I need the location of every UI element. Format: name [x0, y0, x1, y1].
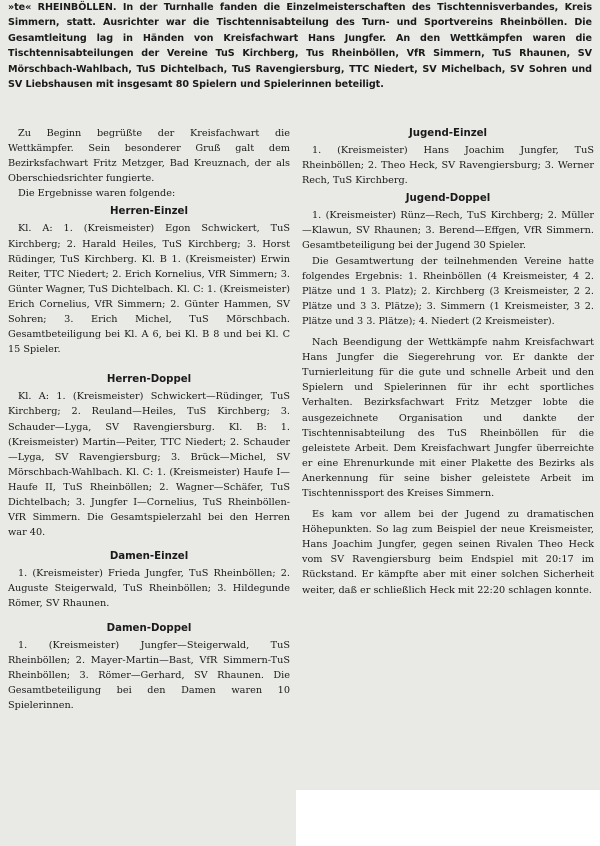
herren-doppel-results: Kl. A: 1. (Kreismeister) Schwickert—Rüdinger, TuS Kirchberg; 2. Reuland—Heiles, TuS Kirchberg; 3. Schauder—Lyga, SV Ravengiersburg. Kl. B: 1. (Kreismeister) Martin—Peiter, TTC Niedert; 2. Schauder—Lyga, SV Ravengiersburg; 3. Brück—Michel, SV Mörschbach-Wahlbach. Kl. C: 1. (Kreismeister) Haufe I—Haufe II, TuS Rheinböllen; 2. Wagner—Schäfer, TuS Dichtelbach; 3. Jungfer I—Cornelius, TuS Rheinböllen-VfR Simmern. Die Gesamtspielerzahl bei den Herren war 40. [8, 391, 290, 539]
heading-herren-einzel: Herren-Einzel [110, 206, 188, 218]
page-margin [296, 790, 600, 846]
damen-einzel-results: 1. (Kreismeister) Frieda Jungfer, TuS Rheinböllen; 2. Auguste Steigerwald, TuS Rheinböllen; 3. Hildegunde Römer, SV Rhaunen. [8, 568, 290, 610]
heading-herren-doppel: Herren-Doppel [106, 374, 192, 386]
intro-paragraph: »te« RHEINBÖLLEN. In der Turnhalle fanden die Einzelmeisterschaften des Tischtennisverbandes, Kreis Simmern, statt. Ausrichter war die Tischtennisabteilung des Turn- und Sportvereins Rheinböllen. Die Gesamtleitung lag in Händen von Kreisfachwart Hans Jungfer. An den Wettkämpfen waren die Tischtennisabteilungen der Vereine TuS Kirchberg, Tus Rheinböllen, VfR Simmern, TuS Rhaunen, SV Mörschbach-Wahlbach, TuS Dichtelbach, TuS Ravengiersburg, TTC Niedert, SV Michelbach, SV Sohren und SV Liebshausen mit insgesamt 80 Spielern und Spielerinnen beteiligt. [8, 2, 592, 91]
siegerehrung-paragraph: Nach Beendigung der Wettkämpfe nahm Kreisfachwart Hans Jungfer die Siegerehrung vor. Er dankte der Turnierleitung für die gute und schnelle Arbeit und den Spielern und Spielerinnen für ihr echt sportliches Verhalten. Bezirksfachwart Fritz Metzger lobte die ausgezeichnete Organisation und dankte der Tischtennisabteilung des TuS Rheinböllen für die geleistete Arbeit. Dem Kreisfachwart Jungfer überreichte er eine Ehrenurkunde mit einer Plakette des Bezirks als Anerkennung für seine bisher geleistete Arbeit im Tischtennissport des Kreises Simmern. [302, 337, 594, 499]
heading-jugend-einzel: Jugend-Einzel [408, 128, 488, 139]
herren-einzel-results: Kl. A: 1. (Kreismeister) Egon Schwickert, TuS Kirchberg; 2. Harald Heiles, TuS Kirchberg; 3. Horst Rüdinger, TuS Kirchberg. Kl. B 1. (Kreismeister) Erwin Reiter, TTC Niedert; 2. Erich Kornelius, VfR Simmern; 3. Günter Wagner, TuS Dichtelbach. Kl. C: 1. (Kreismeister) Erich Cornelius, VfR Simmern; 2. Günter Hammen, SV Sohren; 3. Erich Michel, TuS Mörschbach. Gesamtbeteiligung bei Kl. A 6, bei Kl. B 8 und bei Kl. C 15 Spieler. [8, 223, 290, 356]
right-column [302, 126, 594, 786]
greeting-paragraph: Zu Beginn begrüßte der Kreisfachwart die Wettkämpfer. Sein besonderer Gruß galt dem Bezirksfachwart Fritz Metzger, Bad Kreuznach, der als Oberschiedsrichter fungierte. [8, 128, 290, 185]
left-column [8, 126, 290, 841]
jugend-doppel-results: 1. (Kreismeister) Rünz—Rech, TuS Kirchberg; 2. Müller—Klawun, SV Rhaunen; 3. Berend—Effgen, VfR Simmern. Gesamtbeteiligung bei der Jugend 30 Spieler. [302, 210, 594, 252]
jugend-einzel-results: 1. (Kreismeister) Hans Joachim Jungfer, TuS Rheinböllen; 2. Theo Heck, SV Ravengiersburg; 3. Werner Rech, TuS Kirchberg. [302, 145, 594, 187]
results-intro: Die Ergebnisse waren folgende: [18, 188, 176, 200]
heading-damen-doppel: Damen-Doppel [106, 622, 192, 634]
gesamtwertung-paragraph: Die Gesamtwertung der teilnehmenden Vereine hatte folgendes Ergebnis: 1. Rheinböllen (4 Kreismeister, 4 2. Plätze und 1 3. Platz); 2. Kirchberg (3 Kreismeister, 2 2. Plätze und 3 3. Plätze); 3. Simmern (1 Kreismeister, 3 2. Plätze und 3 3. Plätze); 4. Niedert (2 Kreismeister). [302, 255, 594, 327]
heading-jugend-doppel: Jugend-Doppel [405, 193, 491, 205]
jugend-highlights-paragraph: Es kam vor allem bei der Jugend zu dramatischen Höhepunkten. So lag zum Beispiel der neue Kreismeister, Hans Joachim Jungfer, gegen seinen Rivalen Theo Heck vom SV Ravengiersburg beim Endspiel mit 20:17 im Rückstand. Er kämpfte aber mit einer solchen Sicherheit weiter, daß er schließlich Heck mit 22:20 schlagen konnte. [302, 509, 594, 596]
damen-doppel-results: 1. (Kreismeister) Jungfer—Steigerwald, TuS Rheinböllen; 2. Mayer-Martin—Bast, VfR Simmern-TuS Rheinböllen; 3. Römer—Gerhard, SV Rhaunen. Die Gesamtbeteiligung bei den Damen waren 10 Spielerinnen. [8, 639, 290, 711]
heading-damen-einzel: Damen-Einzel [109, 551, 189, 563]
